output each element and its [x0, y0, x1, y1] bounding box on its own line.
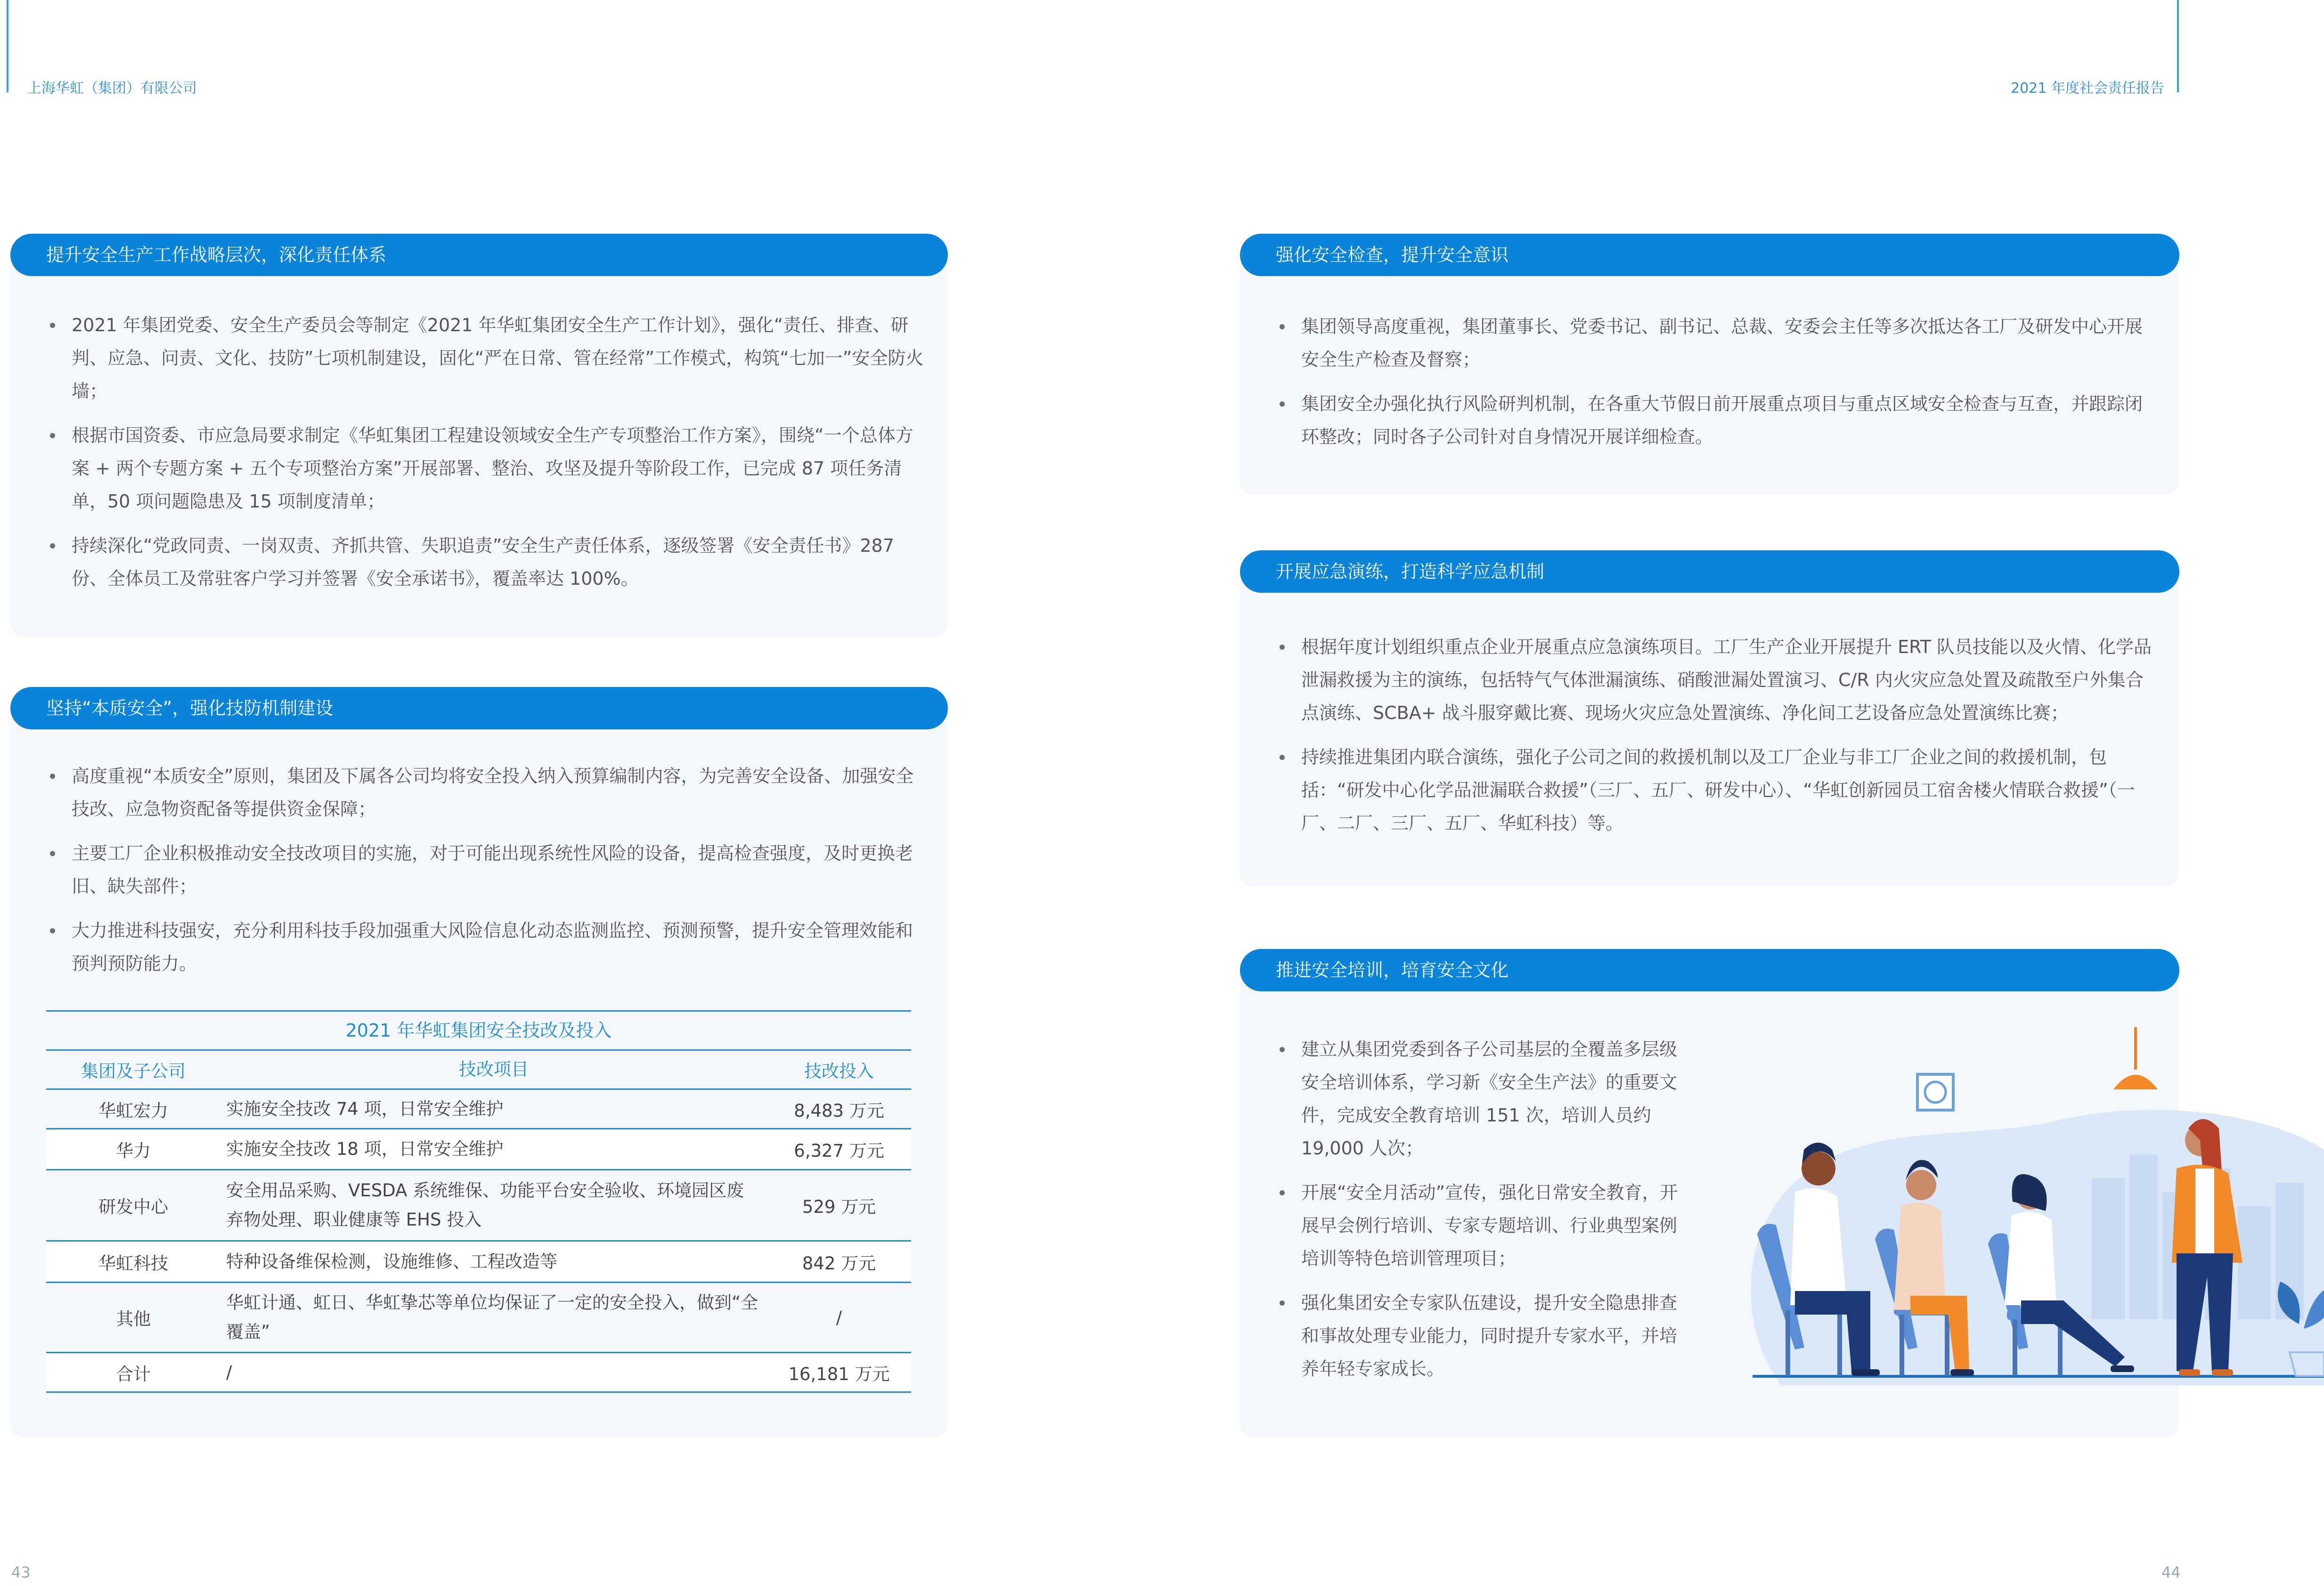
table-cell-project: 安全用品采购、VESDA 系统维保、功能平台安全验收、环境园区废弃物处理、职业健康等 EHS 投入 [226, 1180, 744, 1230]
table-cell-company: 华力 [116, 1141, 151, 1161]
table-row [46, 1129, 911, 1170]
table-cell-project: 实施安全技改 18 项，日常安全维护 [226, 1139, 504, 1159]
table-cell-amount: 529 万元 [802, 1197, 876, 1217]
safety-investment-table [46, 1010, 911, 1393]
table-cell-amount: 16,181 万元 [788, 1364, 890, 1384]
table-cell-company: 华虹科技 [98, 1253, 168, 1274]
list-item: 根据市国资委、市应急局要求制定《华虹集团工程建设领域安全生产专项整治工作方案》，围绕“一个总体方案 + 两个专题方案 + 五个专项整治方案”开展部署、整治、攻坚及提升等阶段工作，已完成 87 项任务清单，50 项问题隐患及 15 项制度清单； [47, 419, 928, 518]
bullet-list-inspection [1277, 310, 2158, 465]
list-item: 集团安全办强化执行风险研判机制，在各重大节假日前开展重点项目与重点区域安全检查与互查，并跟踪闭环整改；同时各子公司针对自身情况开展详细检查。 [1277, 387, 2158, 453]
table-header-row [46, 1051, 911, 1090]
section-heading-training: 推进安全培训，培育安全文化 [1240, 949, 2179, 991]
list-item: 强化集团安全专家队伍建设，提升安全隐患排查和事故处理专业能力，同时提升专家水平，并培养年轻专家成长。 [1277, 1286, 1691, 1385]
table-row [46, 1170, 911, 1242]
table-cell-amount: 8,483 万元 [794, 1100, 884, 1121]
header-report-title: 2021 年度社会责任报告 [2011, 80, 2164, 97]
table-cell-amount: / [836, 1307, 842, 1328]
list-item: 大力推进科技强安，充分利用科技手段加强重大风险信息化动态监测监控、预测预警，提升安全管理效能和预判预防能力。 [47, 914, 928, 980]
training-meeting-illustration [1724, 1027, 2324, 1385]
table-cell-project: / [226, 1362, 232, 1382]
table-cell-project: 实施安全技改 74 项，日常安全维护 [226, 1098, 504, 1119]
section-heading-tech-safety: 坚持“本质安全”，强化技防机制建设 [10, 687, 948, 729]
list-item: 根据年度计划组织重点企业开展重点应急演练项目。工厂生产企业开展提升 ERT 队员技能以及火情、化学品泄漏救援为主的演练，包括特气气体泄漏演练、硝酸泄漏处置演习、C/R 内火灾应急处置及疏散至户外集合点演练、SCBA+ 战斗服穿戴比赛、现场火灾应急处置演练、净化间工艺设备应急处置演练比赛； [1277, 630, 2158, 729]
header-company-name: 上海华虹（集团）有限公司 [27, 80, 197, 97]
table-cell-company: 其他 [116, 1309, 151, 1329]
bullet-list-strategy [47, 309, 928, 606]
table-cell-project: 特种设备维保检测，设施维修、工程改造等 [226, 1251, 557, 1272]
table-row [46, 1090, 911, 1129]
list-item: 持续深化“党政同责、一岗双责、齐抓共管、失职追责”安全生产责任体系，逐级签署《安全责任书》287 份、全体员工及常驻客户学习并签署《安全承诺书》，覆盖率达 100%。 [47, 529, 928, 595]
section-heading-inspection: 强化安全检查，提升安全意识 [1240, 234, 2179, 276]
page-number-left: 43 [11, 1563, 31, 1581]
table-cell-amount: 6,327 万元 [794, 1141, 884, 1161]
table-row [46, 1283, 911, 1353]
table-cell-project: 华虹计通、虹日、华虹挚芯等单位均保证了一定的安全投入，做到“全覆盖” [226, 1292, 758, 1342]
section-heading-emergency: 开展应急演练，打造科学应急机制 [1240, 550, 2179, 593]
column-header: 技改投入 [804, 1061, 874, 1081]
table-cell-amount: 842 万元 [802, 1253, 876, 1274]
header-rule-right [2177, 0, 2179, 92]
table-cell-company: 研发中心 [98, 1197, 168, 1217]
table-cell-company: 合计 [116, 1364, 151, 1384]
table-cell-company: 华虹宏力 [98, 1100, 168, 1121]
list-item: 集团领导高度重视，集团董事长、党委书记、副书记、总裁、安委会主任等多次抵达各工厂及研发中心开展安全生产检查及督察； [1277, 310, 2158, 376]
section-heading-strategy: 提升安全生产工作战略层次，深化责任体系 [10, 234, 948, 276]
table-row [46, 1242, 911, 1283]
bullet-list-emergency [1277, 630, 2158, 851]
header-rule-left [7, 0, 8, 92]
bullet-list-tech-safety [47, 760, 928, 991]
list-item: 建立从集团党委到各子公司基层的全覆盖多层级安全培训体系，学习新《安全生产法》的重要文件，完成安全教育培训 151 次，培训人员约 19,000 人次； [1277, 1033, 1691, 1165]
table-title: 2021 年华虹集团安全技改及投入 [46, 1010, 911, 1051]
list-item: 2021 年集团党委、安全生产委员会等制定《2021 年华虹集团安全生产工作计划》，强化“责任、排查、研判、应急、问责、文化、技防”七项机制建设，固化“严在日常、管在经常”工作模式，构筑“七加一”安全防火墙； [47, 309, 928, 408]
clock-icon [1917, 1074, 1953, 1110]
lamp-icon [2113, 1027, 2158, 1089]
page-number-right: 44 [2161, 1563, 2181, 1581]
table-row-total [46, 1353, 911, 1393]
column-header: 技改项目 [459, 1059, 529, 1079]
list-item: 高度重视“本质安全”原则，集团及下属各公司均将安全投入纳入预算编制内容，为完善安全设备、加强安全技改、应急物资配备等提供资金保障； [47, 760, 928, 826]
list-item: 主要工厂企业积极推动安全技改项目的实施，对于可能出现系统性风险的设备，提高检查强度，及时更换老旧、缺失部件； [47, 837, 928, 903]
bullet-list-training [1277, 1033, 1691, 1397]
list-item: 开展“安全月活动”宣传，强化日常安全教育，开展早会例行培训、专家专题培训、行业典型案例培训等特色培训管理项目； [1277, 1176, 1691, 1275]
list-item: 持续推进集团内联合演练，强化子公司之间的救援机制以及工厂企业与非工厂企业之间的救援机制，包括：“研发中心化学品泄漏联合救援”（三厂、五厂、研发中心）、“华虹创新园员工宿舍楼火情联合救援”（一厂、二厂、三厂、五厂、华虹科技）等。 [1277, 741, 2158, 840]
column-header: 集团及子公司 [81, 1061, 186, 1081]
